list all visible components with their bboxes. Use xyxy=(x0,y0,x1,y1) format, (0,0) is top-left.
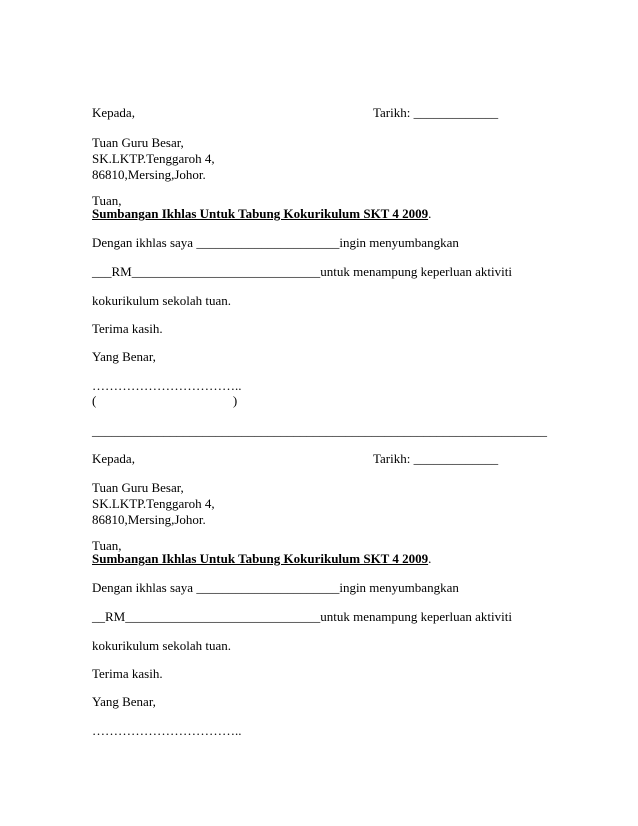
subject-text: Sumbangan Ikhlas Untuk Tabung Kokurikulum SKT 4 2009 xyxy=(92,206,429,221)
thanks-line: Terima kasih. xyxy=(92,321,163,336)
body-line: kokurikulum sekolah tuan. xyxy=(92,293,232,308)
body-line: Dengan ikhlas saya ______________________ingin menyumbangkan xyxy=(92,580,459,595)
address-line: Tuan Guru Besar, xyxy=(92,480,184,495)
cut-separator: ______________________________________________________________________ xyxy=(92,423,547,438)
salutation: Tuan, xyxy=(92,193,122,208)
address-line: 86810,Mersing,Johor. xyxy=(92,512,206,527)
body-line: Dengan ikhlas saya ______________________ingin menyumbangkan xyxy=(92,235,459,250)
address-line: Tuan Guru Besar, xyxy=(92,135,184,150)
subject-period: . xyxy=(428,551,432,566)
closing-line: Yang Benar, xyxy=(92,694,156,709)
thanks-line: Terima kasih. xyxy=(92,666,163,681)
salutation: Tuan, xyxy=(92,538,122,553)
body-line: __RM______________________________untuk menampung keperluan aktiviti xyxy=(92,609,512,624)
subject-text: Sumbangan Ikhlas Untuk Tabung Kokurikulum SKT 4 2009 xyxy=(92,551,429,566)
subject-line xyxy=(92,551,431,567)
kepada-label: Kepada, xyxy=(92,105,135,120)
body-line: kokurikulum sekolah tuan. xyxy=(92,638,232,653)
signature-dots: …………………………….. xyxy=(92,378,242,393)
closing-line: Yang Benar, xyxy=(92,349,156,364)
address-line: SK.LKTP.Tenggaroh 4, xyxy=(92,496,215,511)
address-line: 86810,Mersing,Johor. xyxy=(92,167,206,182)
tarikh-field: Tarikh: _____________ xyxy=(373,105,499,120)
body-line: ___RM_____________________________untuk menampung keperluan aktiviti xyxy=(92,264,512,279)
address-line: SK.LKTP.Tenggaroh 4, xyxy=(92,151,215,166)
kepada-label: Kepada, xyxy=(92,451,135,466)
tarikh-field: Tarikh: _____________ xyxy=(373,451,499,466)
signature-dots: …………………………….. xyxy=(92,723,242,738)
subject-line xyxy=(92,206,431,222)
name-parentheses: ( ) xyxy=(92,393,238,408)
subject-period: . xyxy=(428,206,432,221)
